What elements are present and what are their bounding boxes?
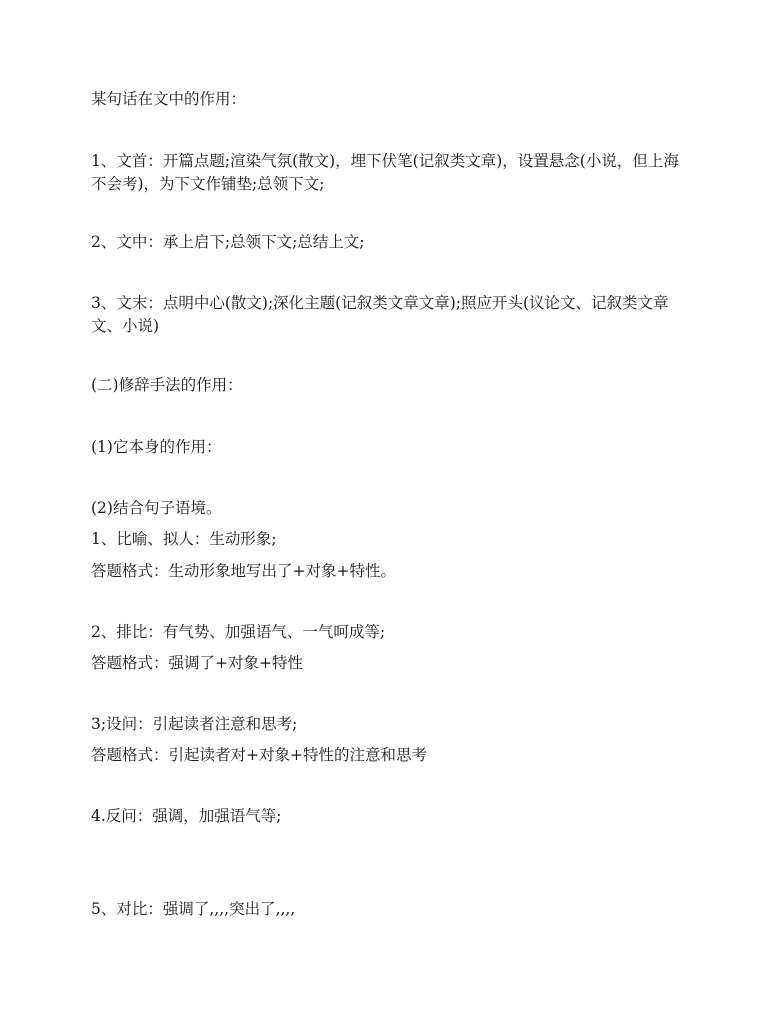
contrast-item: 5、对比：强调了,,,,突出了,,,, [91,900,296,918]
rhetorical-question-answer-format: 答题格式：引起读者对+对象+特性的注意和思考 [91,746,427,764]
role-middle: 2、文中：承上启下;总领下文;总结上文; [91,233,365,251]
rhetorical-question-item-2: 4.反问：强调，加强语气等; [91,807,282,825]
parallelism-item: 2、排比：有气势、加强语气、一气呵成等; [91,623,386,641]
metaphor-item: 1、比喻、拟人：生动形象; [91,530,277,548]
rhetorical-question-item: 3;设问：引起读者注意和思考; [91,715,298,733]
role-beginning: 1、文首：开篇点题;渲染气氛(散文)，埋下伏笔(记叙类文章)，设置悬念(小说，但上海不会考)，为下文作铺垫;总领下文; [91,152,679,193]
parallelism-answer-format: 答题格式：强调了+对象+特性 [91,654,303,672]
section-heading: 某句话在文中的作用： [91,90,247,108]
rhetoric-point-1: (1)它本身的作用： [91,438,222,456]
role-end: 3、文末：点明中心(散文);深化主题(记叙类文章文章);照应开头(议论文、记叙类文章文、小说) [91,294,669,335]
rhetoric-title: (二)修辞手法的作用： [91,376,243,394]
rhetoric-point-2: (2)结合句子语境。 [91,499,222,517]
metaphor-answer-format: 答题格式：生动形象地写出了+对象+特性。 [91,562,396,580]
